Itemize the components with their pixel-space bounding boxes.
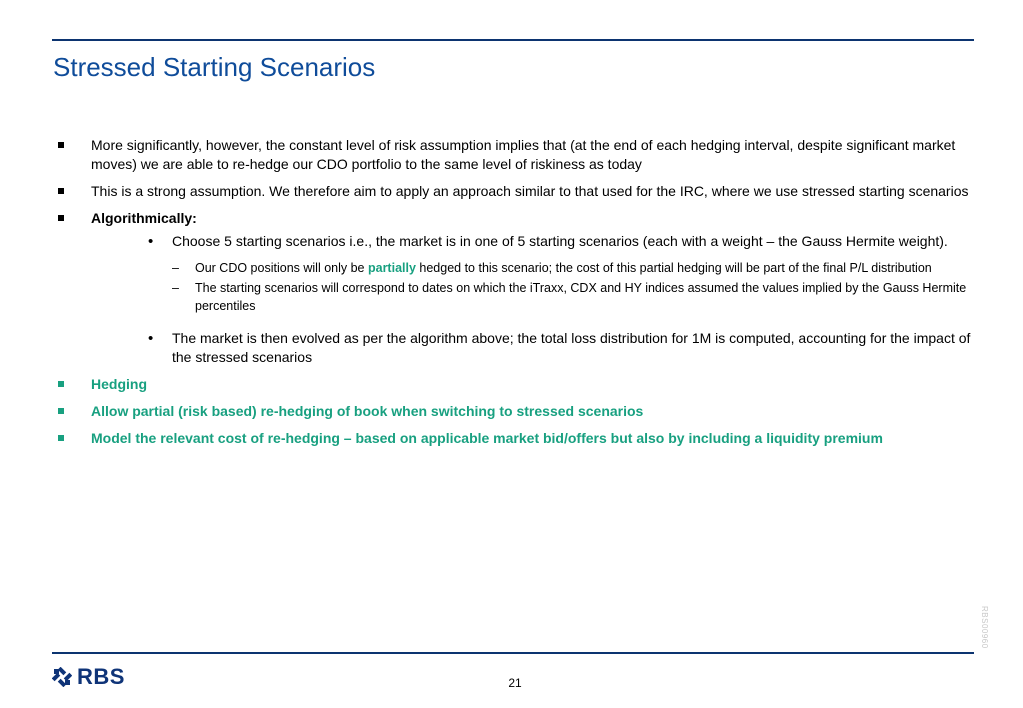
document-id-watermark: RBS00960 [980,606,989,649]
bottom-divider [52,652,974,654]
list-item [172,279,974,315]
list-item [148,232,974,251]
list-item [58,182,974,201]
top-divider [52,39,974,41]
round-bullet-icon: • [148,233,154,250]
bullet-list [58,136,974,456]
rbs-logo [52,664,125,690]
dash-bullet-icon: – [172,281,179,295]
bullet-text: Hedging [91,376,147,392]
bullet-text: Model the relevant cost of re-hedging – based on applicable market bid/offers but also by including a liquidity premium [91,430,883,446]
bullet-text: Allow partial (risk based) re-hedging of book when switching to stressed scenarios [91,403,644,419]
bullet-text: Choose 5 starting scenarios i.e., the market is in one of 5 starting scenarios (each with a weight – the Gauss Hermite weight). [172,233,948,249]
list-item [58,402,974,421]
list-item [58,375,974,394]
list-item [58,209,974,228]
logo-text: RBS [77,664,125,689]
round-bullet-icon: • [148,330,154,347]
list-item [58,136,974,174]
bullet-text: The market is then evolved as per the algorithm above; the total loss distribution for 1M is computed, accounting for the impact of the stressed scenarios [172,330,971,365]
square-bullet-icon [58,215,64,221]
page-title: Stressed Starting Scenarios [53,52,376,82]
highlight-text: partially [367,261,416,275]
rbs-daisy-icon [52,667,72,687]
list-item [58,429,974,448]
bullet-text: The starting scenarios will correspond to dates on which the iTraxx, CDX and HY indices assumed the values implied by the Gauss Hermite percentiles [195,281,967,313]
square-bullet-icon [58,142,64,148]
list-item [148,329,974,367]
bullet-text: Algorithmically: [91,210,197,226]
dash-bullet-icon: – [172,261,179,275]
sub-sub-list [172,259,974,315]
list-item [172,259,974,277]
square-bullet-icon [58,188,64,194]
square-bullet-icon [58,435,64,441]
sub-list [148,232,974,367]
square-bullet-icon [58,408,64,414]
page-number: 21 [508,676,522,690]
bullet-text: Our CDO positions will only be partially hedged to this scenario; the cost of this partial hedging will be part of the final P/L distribution [195,261,932,275]
square-bullet-icon [58,381,64,387]
bullet-text: More significantly, however, the constant level of risk assumption implies that (at the end of each hedging interval, despite significant market moves) we are able to re-hedge our CDO portfolio to the same level of riskiness as today [91,137,956,172]
bullet-text: This is a strong assumption. We therefore aim to apply an approach similar to that used for the IRC, where we use stressed starting scenarios [91,183,969,199]
